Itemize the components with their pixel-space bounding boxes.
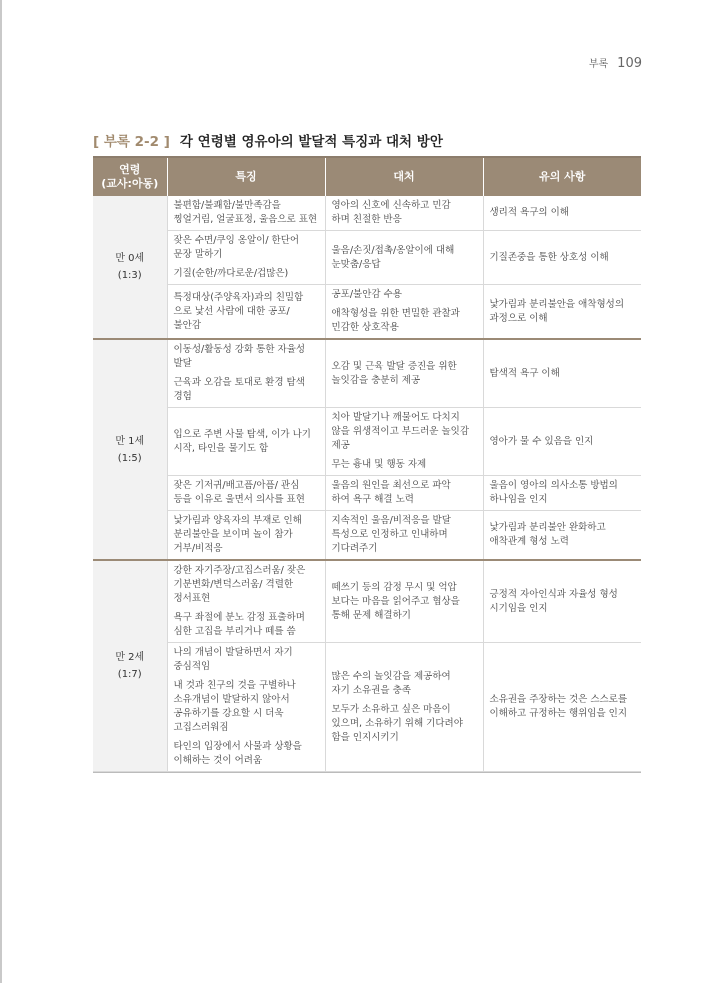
- cell-line: 울음/손짓/접촉/옹알이에 대해: [331, 244, 455, 256]
- cell-line: 분리불안을 보이며 놀이 참가: [173, 529, 293, 540]
- caution-cell: [483, 285, 641, 340]
- cell-line: 기다려주기: [331, 543, 378, 554]
- cell-line: 중심적임: [173, 661, 211, 672]
- trait-cell: [167, 339, 325, 408]
- cell-line: 울음이 영아의 의사소통 방법의: [489, 480, 618, 491]
- table-row: [93, 560, 641, 643]
- age-cell: [93, 339, 167, 560]
- caution-cell: [483, 560, 641, 643]
- cell-line: 잦은 수면/쿠잉 옹알이/ 한단어: [173, 235, 300, 246]
- header-caution: 유의 사항: [483, 158, 641, 196]
- age-label: (1:7): [117, 669, 142, 680]
- cell-line: 시기임을 인지: [489, 602, 548, 614]
- caution-cell: [483, 511, 641, 561]
- cell-line: 이동성/활동성 강화 통한 자율성: [173, 344, 306, 355]
- response-cell: [325, 560, 483, 643]
- cell-line: 잦은 기저귀/배고픔/아픔/ 관심: [173, 480, 300, 491]
- response-cell: [325, 196, 483, 231]
- cell-line: 고집스러워짐: [173, 722, 229, 733]
- cell-line: 자기 소유권을 충족: [331, 684, 411, 696]
- trait-cell: [167, 560, 325, 643]
- page-number: 109: [617, 56, 642, 71]
- cell-line: 정서표현: [173, 593, 211, 604]
- cell-line: 보다는 마음을 읽어주고 협상을: [331, 595, 460, 607]
- cell-line: 특정대상(주양육자)과의 친밀함: [173, 291, 304, 303]
- cell-line: 치아 발달기나 깨물어도 다치지: [331, 412, 460, 423]
- development-table: [93, 158, 641, 772]
- cell-line: 이해하는 것이 어려움: [173, 755, 263, 766]
- trait-cell: [167, 196, 325, 231]
- cell-line: 발달: [173, 358, 192, 369]
- header-trait: 특징: [167, 158, 325, 196]
- cell-line: 영아의 신호에 신속하고 민감: [331, 200, 451, 211]
- cell-line: 무는 흉내 및 행동 자제: [331, 459, 427, 470]
- cell-line: 문장 말하기: [173, 249, 223, 260]
- caution-cell: [483, 408, 641, 476]
- caution-cell: [483, 643, 641, 772]
- header-age: [93, 158, 167, 196]
- cell-line: 기분변화/변덕스러움/ 격렬한: [173, 579, 294, 590]
- age-cell: [93, 560, 167, 772]
- cell-line: 울음의 원인을 최선으로 파악: [331, 480, 451, 491]
- cell-line: 불안감: [173, 319, 202, 331]
- table-header-row: [93, 158, 641, 196]
- cell-line: 근육과 오감을 토대로 환경 탐색: [173, 377, 305, 388]
- cell-line: 하며 친절한 반응: [331, 214, 402, 225]
- cell-line: 애착관계 형성 노력: [489, 536, 569, 547]
- cell-line: 내 것과 친구의 것을 구별하나: [173, 680, 296, 691]
- table-title-tag: [ 부록 2-2 ]: [93, 134, 170, 150]
- cell-line: 낯가림과 분리불안 완화하고: [489, 522, 606, 533]
- cell-line: 타인의 입장에서 사물과 상황을: [173, 741, 302, 752]
- cell-line: 하여 욕구 해결 노력: [331, 494, 414, 505]
- response-cell: [325, 511, 483, 561]
- cell-line: 이해하고 규정하는 행위임을 인지: [489, 708, 628, 719]
- cell-line: 영아가 물 수 있음을 인지: [489, 435, 594, 447]
- age-label: (1:5): [117, 452, 142, 464]
- cell-line: 함을 인지시키기: [331, 731, 399, 743]
- cell-line: 등을 이유로 울면서 의사를 표현: [173, 494, 305, 505]
- cell-line: 모두가 소유하고 싶은 마음이: [331, 703, 451, 715]
- age-label: 만 0세: [115, 253, 145, 264]
- cell-line: 욕구 좌절에 분노 감정 표출하며: [173, 612, 305, 623]
- caution-cell: [483, 476, 641, 511]
- cell-line: 강한 자기주장/고집스러움/ 잦은: [173, 565, 306, 576]
- trait-cell: [167, 285, 325, 340]
- header-age-line: (교사:아동): [101, 177, 159, 190]
- trait-cell: [167, 408, 325, 476]
- response-cell: [325, 408, 483, 476]
- age-cell: [93, 196, 167, 339]
- cell-line: 기질존중을 통한 상호성 이해: [489, 251, 609, 263]
- cell-line: 제공: [331, 440, 350, 451]
- cell-line: 긍정적 자아인식과 자율성 형성: [489, 588, 618, 600]
- table-title-text: 각 연령별 영유아의 발달적 특징과 대처 방안: [179, 134, 443, 150]
- cell-line: 애착형성을 위한 면밀한 관찰과: [331, 308, 460, 319]
- trait-cell: [167, 231, 325, 285]
- cell-line: 오감 및 근육 발달 증진을 위한: [331, 360, 457, 372]
- table-row: [93, 231, 641, 285]
- caution-cell: [483, 339, 641, 408]
- cell-line: 통해 문제 해결하기: [331, 609, 411, 621]
- cell-line: 낯가림과 양육자의 부재로 인해: [173, 515, 302, 526]
- cell-line: 생리적 욕구의 이해: [489, 207, 569, 218]
- cell-line: 민감한 상호작용: [331, 322, 399, 333]
- table-row: [93, 476, 641, 511]
- header-response: 대처: [325, 158, 483, 196]
- table-row: [93, 196, 641, 231]
- header-age-line: 연령: [119, 163, 141, 176]
- cell-line: 거부/비적응: [173, 543, 223, 554]
- table-row: [93, 511, 641, 561]
- trait-cell: [167, 511, 325, 561]
- running-head: [589, 55, 642, 71]
- cell-line: 불편함/불쾌함/불만족감을: [173, 200, 281, 211]
- table-row: [93, 408, 641, 476]
- cell-line: 시작, 타인을 물기도 함: [173, 442, 269, 454]
- cell-line: 으로 낯선 사람에 대한 공포/: [173, 305, 290, 317]
- cell-line: 낯가림과 분리불안을 애착형성의: [489, 298, 625, 310]
- cell-line: 경험: [173, 391, 192, 402]
- cell-line: 공포/불안감 수용: [331, 289, 402, 300]
- page-edge: [0, 0, 2, 983]
- age-label: (1:3): [117, 270, 142, 281]
- cell-line: 탐색적 욕구 이해: [489, 367, 560, 379]
- table-row: [93, 643, 641, 772]
- table-row: [93, 339, 641, 408]
- age-label: 만 1세: [115, 435, 145, 447]
- trait-cell: [167, 643, 325, 772]
- response-cell: [325, 476, 483, 511]
- response-cell: [325, 285, 483, 340]
- cell-line: 떼쓰기 등의 감정 무시 및 억압: [331, 581, 457, 593]
- cell-line: 찡얼거림, 얼굴표정, 울음으로 표현: [173, 214, 318, 225]
- trait-cell: [167, 476, 325, 511]
- response-cell: [325, 339, 483, 408]
- cell-line: 나의 개념이 발달하면서 자기: [173, 647, 293, 658]
- caution-cell: [483, 231, 641, 285]
- running-head-section: 부록: [588, 59, 609, 70]
- response-cell: [325, 643, 483, 772]
- cell-line: 기질(순한/까다로운/겁많은): [173, 268, 289, 279]
- cell-line: 입으로 주변 사물 탐색, 이가 나기: [173, 428, 311, 440]
- age-label: 만 2세: [115, 652, 145, 663]
- caution-cell: [483, 196, 641, 231]
- cell-line: 공유하기를 강요할 시 더욱: [173, 708, 284, 719]
- cell-line: 소유권을 주장하는 것은 스스로를: [489, 694, 628, 705]
- table-body: [93, 196, 641, 772]
- cell-line: 있으며, 소유하기 위해 기다려야: [331, 717, 463, 729]
- cell-line: 특성으로 인정하고 인내하며: [331, 529, 448, 540]
- cell-line: 눈맞춤/응답: [331, 258, 381, 270]
- cell-line: 소유개념이 발달하지 않아서: [173, 694, 290, 705]
- table-bottom-rule: [93, 772, 641, 773]
- response-cell: [325, 231, 483, 285]
- cell-line: 하나임을 인지: [489, 494, 548, 505]
- table-title: [93, 130, 443, 150]
- cell-line: 않을 위생적이고 부드러운 놀잇감: [331, 426, 470, 437]
- cell-line: 과정으로 이해: [489, 312, 548, 324]
- cell-line: 많은 수의 놀잇감을 제공하여: [331, 670, 451, 682]
- cell-line: 심한 고집을 부리거나 떼를 씀: [173, 626, 296, 637]
- cell-line: 지속적인 울음/비적응을 발달: [331, 515, 451, 526]
- table-row: [93, 285, 641, 340]
- cell-line: 놀잇감을 충분히 제공: [331, 374, 421, 386]
